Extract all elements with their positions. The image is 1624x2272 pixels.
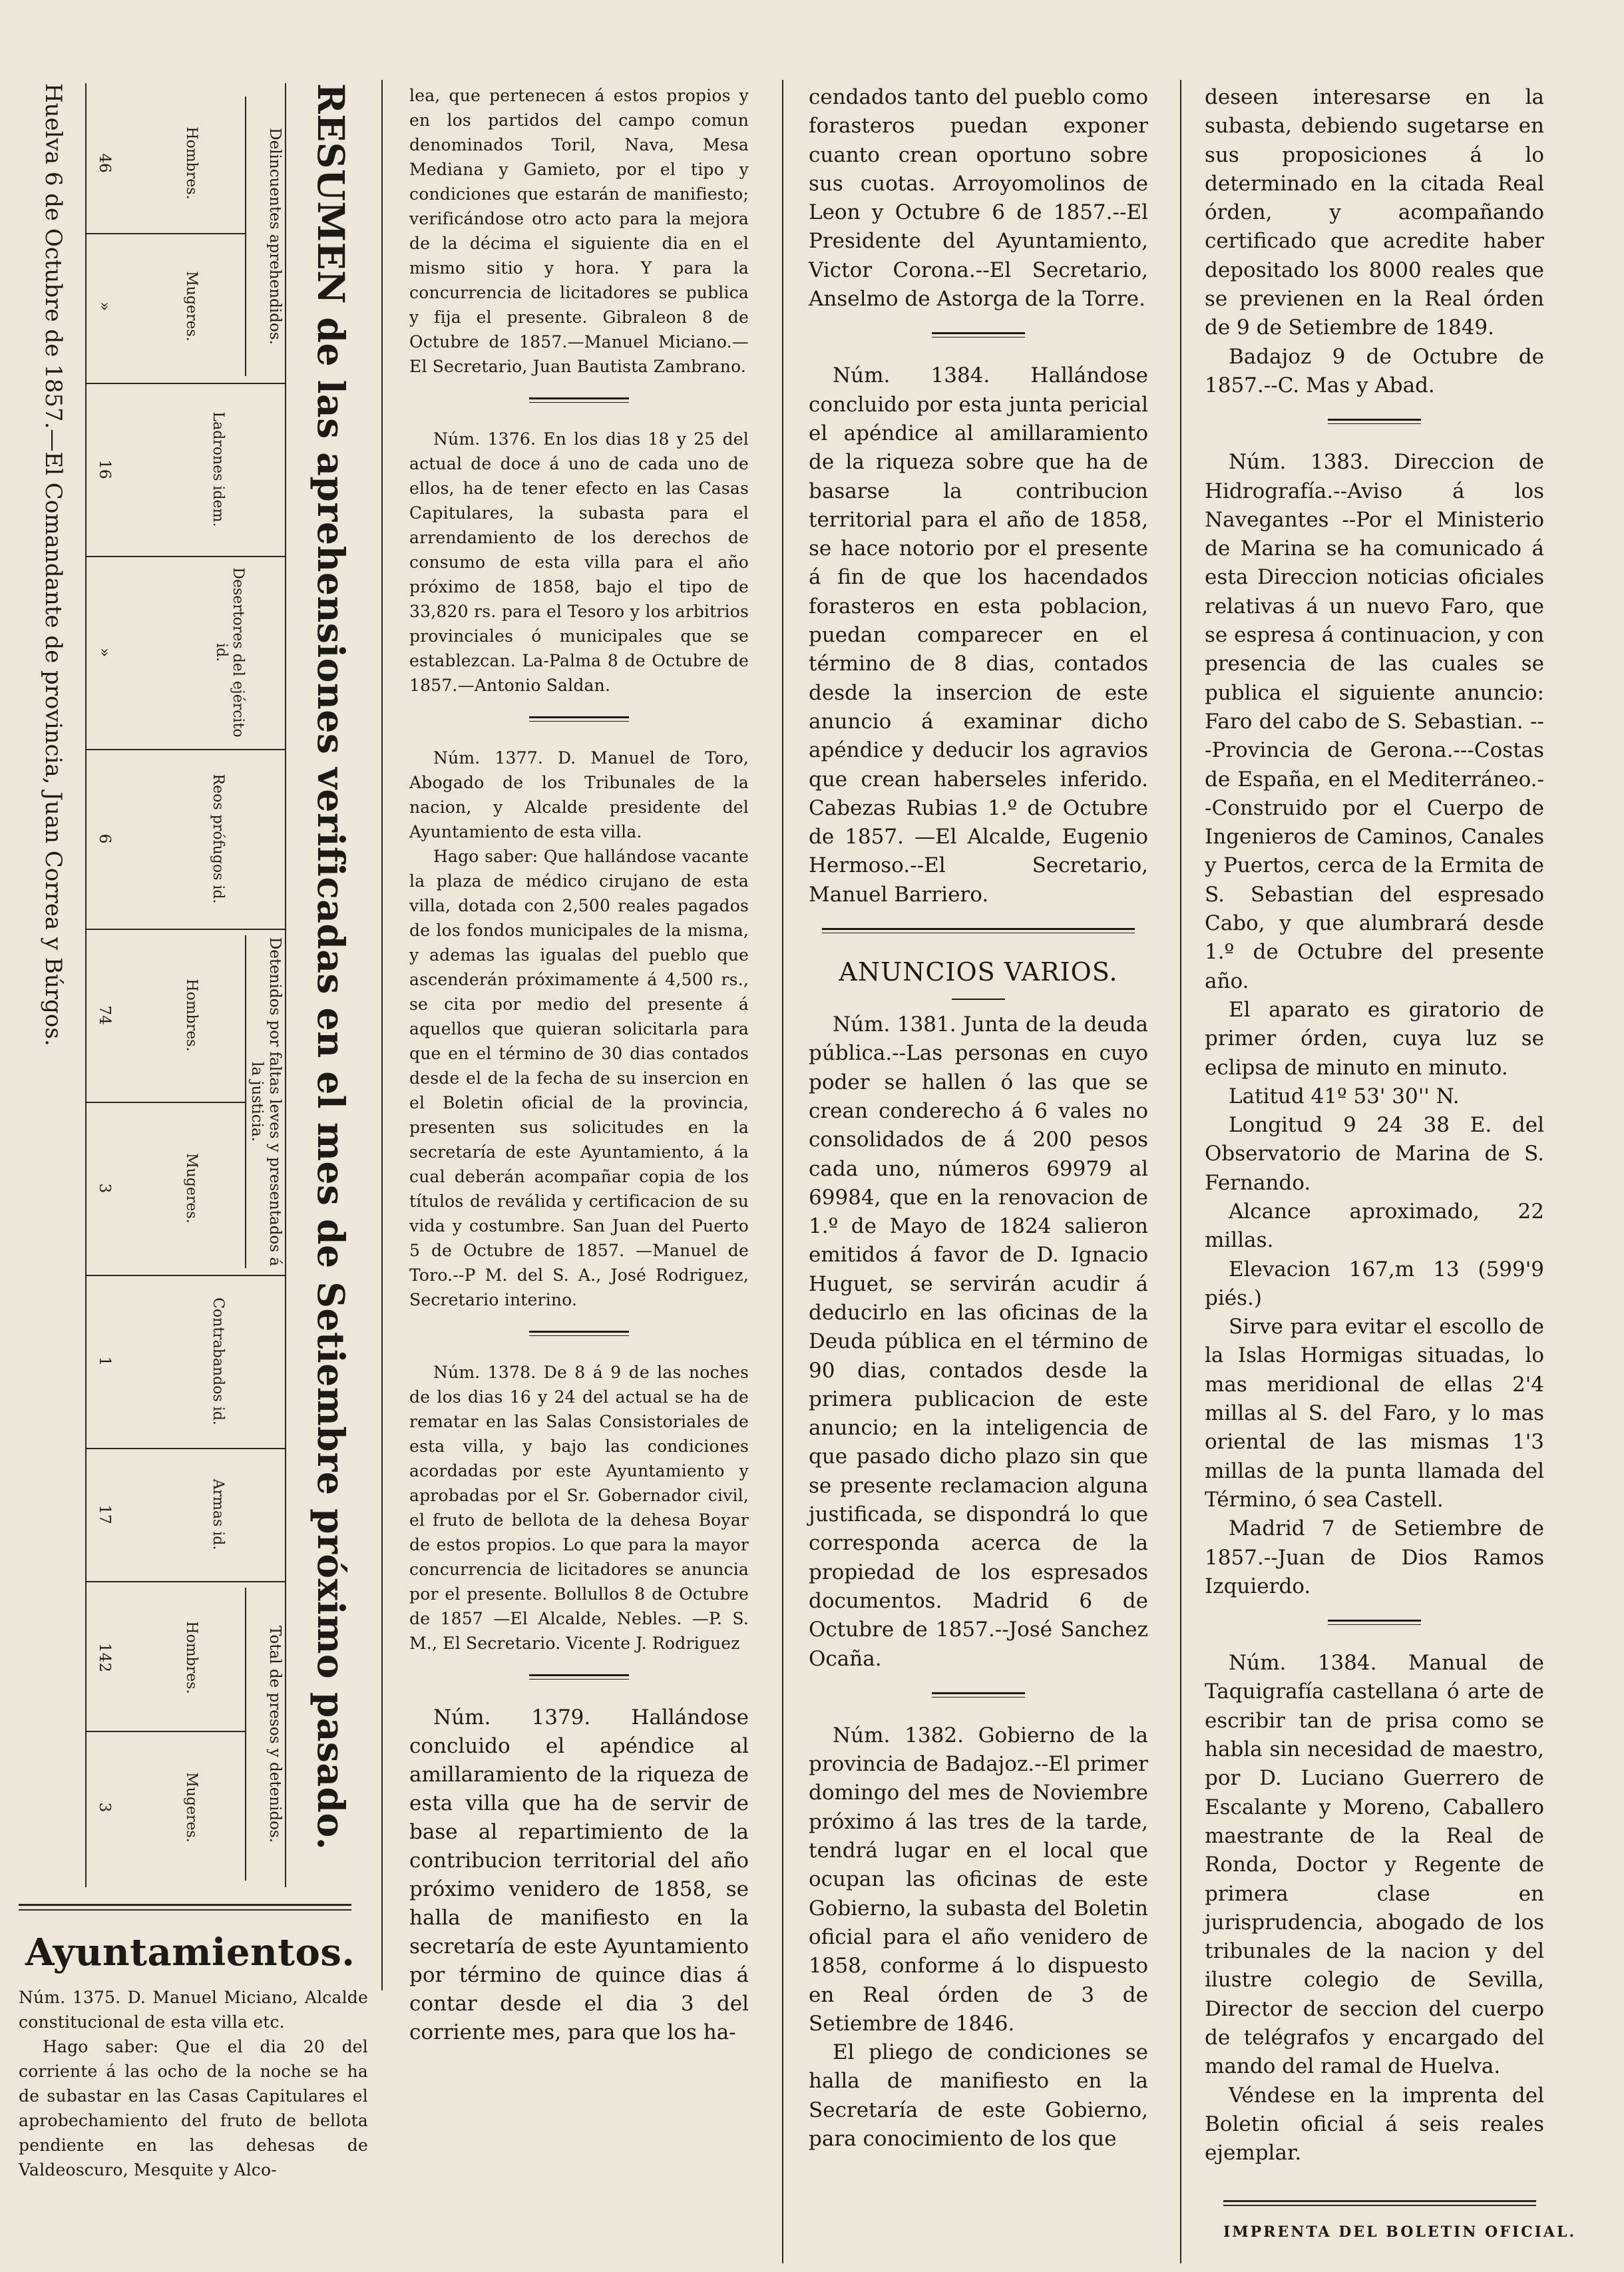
notice-1375: Núm. 1375. D. Manuel Miciano, Alcalde constitucional de esta villa etc.: [19, 1988, 368, 2032]
summary-footer: Huelva 6 de Octubre de 1857.—El Comandante de provincia, Juan Correa y Búrgos.: [40, 83, 67, 1046]
section-heading: Ayuntamientos.: [25, 1931, 355, 1974]
imprint: IMPRENTA DEL BOLETIN OFICIAL.: [1223, 2223, 1577, 2241]
separator: [932, 332, 1025, 338]
col-value: 16: [96, 459, 113, 479]
col-value: 142: [96, 1643, 113, 1672]
col-header: Mugeres.: [183, 1153, 200, 1224]
separator: [529, 397, 629, 403]
separator: [1328, 1620, 1421, 1625]
summary-title: RESUMEN de las aprehensiones verificadas en el mes de Setiembre próximo pasado.: [309, 83, 353, 1851]
notice-1375-cont: lea, que pertenecen á estos propios y en los partidos del campo comun denominados Toril, Nava, Mesa Mediana y Gamieto, por el tipo y condiciones que estarán de manifiesto; verificándose otro acto para la mejora de la décima el siguiente dia en el mismo sitio y hora. Y para la concurrencia de licitadores se publica y fija el presente. Gibraleon 8 de Octubre de 1857.—Manuel Miciano.—El Secretario, Juan Bautista Zambrano.: [409, 86, 749, 376]
separator: [1328, 419, 1421, 424]
notice-1382-cont: deseen interesarse en la subasta, debiendo sugetarse en sus proposiciones á lo determinado en la citada Real órden, y acompañando certificado que acredite haber depositado los 8000 reales que se previenen en la Real órden de 9 de Setiembre de 1849.: [1205, 85, 1544, 340]
column-3: [809, 83, 1148, 2154]
notice-1376: Núm. 1376. En los dias 18 y 25 del actual de doce á uno de cada uno de ellos, ha de tener efecto en las Casas Capitulares, la subasta para el arrendamiento de los derechos de consumo de esta villa para el año próximo de 1858, bajo el tipo de 33,820 rs. para el Tesoro y los arbitrios provinciales ó municipales que se establezcan. La-Palma 8 de Octubre de 1857.—Antonio Saldan.: [409, 429, 749, 695]
col-header: Mugeres.: [183, 1772, 200, 1843]
col-header: Ladrones idem.: [210, 411, 226, 527]
col-value: »: [96, 301, 113, 312]
section-heading: ANUNCIOS VARIOS.: [839, 957, 1118, 987]
faro-longitud: Longitud 9 24 38 E. del Observatorio de Marina de S. Fernando.: [1205, 1113, 1544, 1195]
column-2: [409, 83, 749, 2047]
col-header: Hombres.: [183, 1621, 200, 1694]
faro-latitud: Latitud 41º 53' 30'' N.: [1229, 1084, 1460, 1108]
notice-1384b: Núm. 1384. Manual de Taquigrafía castellana ó arte de escribir tan de prisa como se habla sin necesidad de maestro, por D. Luciano Guerrero de Escalante y Moreno, Caballero maestrante de la Real de Ronda, Doctor y Regente de primera clase en jurisprudencia, abogado de los tribunales de la nacion y del ilustre colegio de Sevilla, Director de seccion del cuerpo de telégrafos y encargado del mando del ramal de Huelva.: [1205, 1651, 1544, 2079]
col-value: 6: [96, 833, 113, 844]
col-value: 3: [96, 1802, 113, 1813]
notice-1383-signature: Madrid 7 de Setiembre de 1857.--Juan de Dios Ramos Izquierdo.: [1205, 1516, 1544, 1598]
col-value: 3: [96, 1183, 113, 1194]
notice-1382-body: El pliego de condiciones se halla de manifiesto en la Secretaría de este Gobierno, para conocimiento de los que: [809, 2040, 1148, 2151]
notice-1384b-sale: Véndese en la imprenta del Boletin oficial á seis reales ejemplar.: [1205, 2083, 1544, 2165]
notice-1381: Núm. 1381. Junta de la deuda pública.--Las personas en cuyo poder se hallen ó las que se crean conderecho á 6 vales no consolidados de á 200 pesos cada uno, números 69979 al 69984, que en la renovacion de 1.º de Mayo de 1824 salieron emitidos á favor de D. Ignacio Huguet, se servirán acudir á deducirlo en las oficinas de la Deuda pública en el término de 90 dias, contados desde la primera publicacion de este anuncio; en la inteligencia de que pasado dicho plazo sin que se presente reclamacion alguna justificada, se dispondrá lo que corresponda acerca de la propiedad de los espresados documentos. Madrid 6 de Octubre de 1857.--José Sanchez Ocaña.: [809, 1013, 1148, 1671]
col-header: Contrabandos id.: [210, 1297, 226, 1425]
column-4: [1205, 83, 1544, 2167]
separator: [932, 1692, 1025, 1698]
notice-1382: Núm. 1382. Gobierno de la provincia de Badajoz.--El primer domingo del mes de Noviembre próximo á las tres de la tarde, tendrá lugar en el local que ocupan las oficinas de este Gobierno, la subasta del Boletin oficial para el año venidero de 1858, conforme á lo dispuesto en Real órden de 3 de Setiembre de 1846.: [809, 1723, 1148, 2036]
col-header: Mugeres.: [183, 271, 200, 341]
col-header: Armas id.: [210, 1478, 226, 1550]
summary-table-rotated: [13, 83, 359, 1887]
separator: [529, 1331, 629, 1336]
separator: [822, 928, 1135, 933]
faro-aparato: El aparato es giratorio de primer órden, cuya luz se eclipsa de minuto en minuto.: [1205, 997, 1544, 1080]
notice-1375-body: Hago saber: Que el dia 20 del corriente á las ocho de la noche se ha de subastar en las Casas Capitulares el aprobechamiento del fruto de bellota pendiente en las dehesas de Valdeoscuro, Mesquite y Alco-: [19, 2037, 368, 2179]
notice-1379-cont: cendados tanto del pueblo como forasteros puedan exponer cuanto crean oportuno sobre sus cuotas. Arroyomolinos de Leon y Octubre 6 de 1857.--El Presidente del Ayuntamiento, Victor Corona.--El Secretario, Anselmo de Astorga de la Torre.: [809, 85, 1148, 312]
faro-alcance: Alcance aproximado, 22 millas.: [1205, 1199, 1544, 1253]
col-header: Reos prófugos id.: [210, 774, 226, 904]
group-label-delincuentes: Delincuentes aprehendidos.: [266, 128, 284, 345]
ayuntamientos-section: [19, 1931, 368, 2182]
notice-1378: Núm. 1378. De 8 á 9 de las noches de los dias 16 y 24 del actual se ha de rematar en las Salas Consistoriales de esta villa, y bajo las condiciones acordadas por este Ayuntamiento y aprobadas por el Sr. Gobernador civil, el fruto de bellota de la dehesa Boyar de estos propios. Lo que para la mayor concurrencia de licitadores se anuncia por el presente. Bollullos 8 de Octubre de 1857 —El Alcalde, Nebles. —P. S. M., El Secretario. Vicente J. Rodriguez: [409, 1363, 749, 1653]
separator: [952, 999, 1005, 1000]
col-value: »: [96, 647, 113, 658]
notice-1377-body: Hago saber: Que hallándose vacante la plaza de médico cirujano de esta villa, dotada con 2,500 reales pagados de los fondos municipales de la misma, y ademas las igualas del pueblo que ascenderán próximamente á 4,500 rs., se cita por medio del presente á aquellos que quieran solicitarla para que en el término de 30 dias contados desde el de la fecha de su insercion en el Boletin oficial de la provincia, presenten sus solicitudes en la secretaría de este Ayuntamiento, á la cual deberán acompañar copia de los títulos de reválida y certificacion de su vida y costumbre. San Juan del Puerto 5 de Octubre de 1857. —Manuel de Toro.--P M. del S. A., José Rodriguez, Secretario interino.: [409, 847, 749, 1309]
col-header: Hombres.: [183, 126, 200, 200]
col-value: 74: [96, 1005, 113, 1025]
notice-1384a: Núm. 1384. Hallándose concluido por esta junta pericial el apéndice al amillaramiento de la riqueza sobre que ha de basarse la contribucion territorial para el año de 1858, se hace notorio por el presente á fin de que los hacendados forasteros en esta poblacion, puedan comparecer en el término de 8 dias, contados desde la insercion de este anuncio á examinar dicho apéndice y deducir los agravios que crean haberseles inferido. Cabezas Rubias 1.º de Octubre de 1857. —El Alcalde, Eugenio Hermoso.--El Secretario, Manuel Barriero.: [809, 363, 1148, 907]
faro-escollo: Sirve para evitar el escollo de la Islas Hormigas situadas, lo mas meridional de ellas 2'4 millas al S. del Faro, y lo mas oriental de las mismas 1'3 millas de la punta llamada del Término, ó sea Castell.: [1205, 1315, 1544, 1512]
separator: [529, 716, 629, 722]
col-value: 17: [96, 1504, 113, 1524]
faro-elevacion: Elevacion 167,m 13 (599'9 piés.): [1205, 1257, 1544, 1310]
notice-1379: Núm. 1379. Hallándose concluido el apéndice al amillaramiento de la riqueza de esta villa que ha de servir de base al repartimiento de la contribucion territorial del año próximo venidero de 1858, se halla de manifiesto en la secretaría de este Ayuntamiento por término de quince dias á contar desde el dia 3 del corriente mes, para que los ha-: [409, 1705, 749, 2044]
col-header: Desertores del ejército id.: [213, 567, 246, 738]
col-value: 46: [96, 153, 113, 173]
separator: [529, 1674, 629, 1680]
notice-1382-signature: Badajoz 9 de Octubre de 1857.--C. Mas y Abad.: [1205, 344, 1544, 397]
group-label-detenidos: Detenidos por faltas leves y presentados á la justicia.: [248, 937, 284, 1267]
col-value: 1: [96, 1356, 113, 1367]
notice-1383: Núm. 1383. Direccion de Hidrografía.--Aviso á los Navegantes --Por el Ministerio de Marina se ha comunicado á esta Direccion noticias oficiales relativas á un nuevo Faro, que se espresa á continuacion, y con presencia de las cuales se publica el siguiente anuncio: Faro del cabo de S. Sebastian. ---Provincia de Gerona.---Costas de España, en el Mediterráneo.--Construido por el Cuerpo de Ingenieros de Caminos, Canales y Puertos, cerca de la Ermita de S. Sebastian del espresado Cabo, y que alumbrará desde 1.º de Octubre del presente año.: [1205, 450, 1544, 993]
notice-1377: Núm. 1377. D. Manuel de Toro, Abogado de los Tribunales de la nacion, y Alcalde presidente del Ayuntamiento de esta villa.: [409, 748, 749, 841]
col-header: Hombres.: [183, 979, 200, 1052]
group-label-total: Total de presos y detenidos.: [266, 1625, 284, 1843]
